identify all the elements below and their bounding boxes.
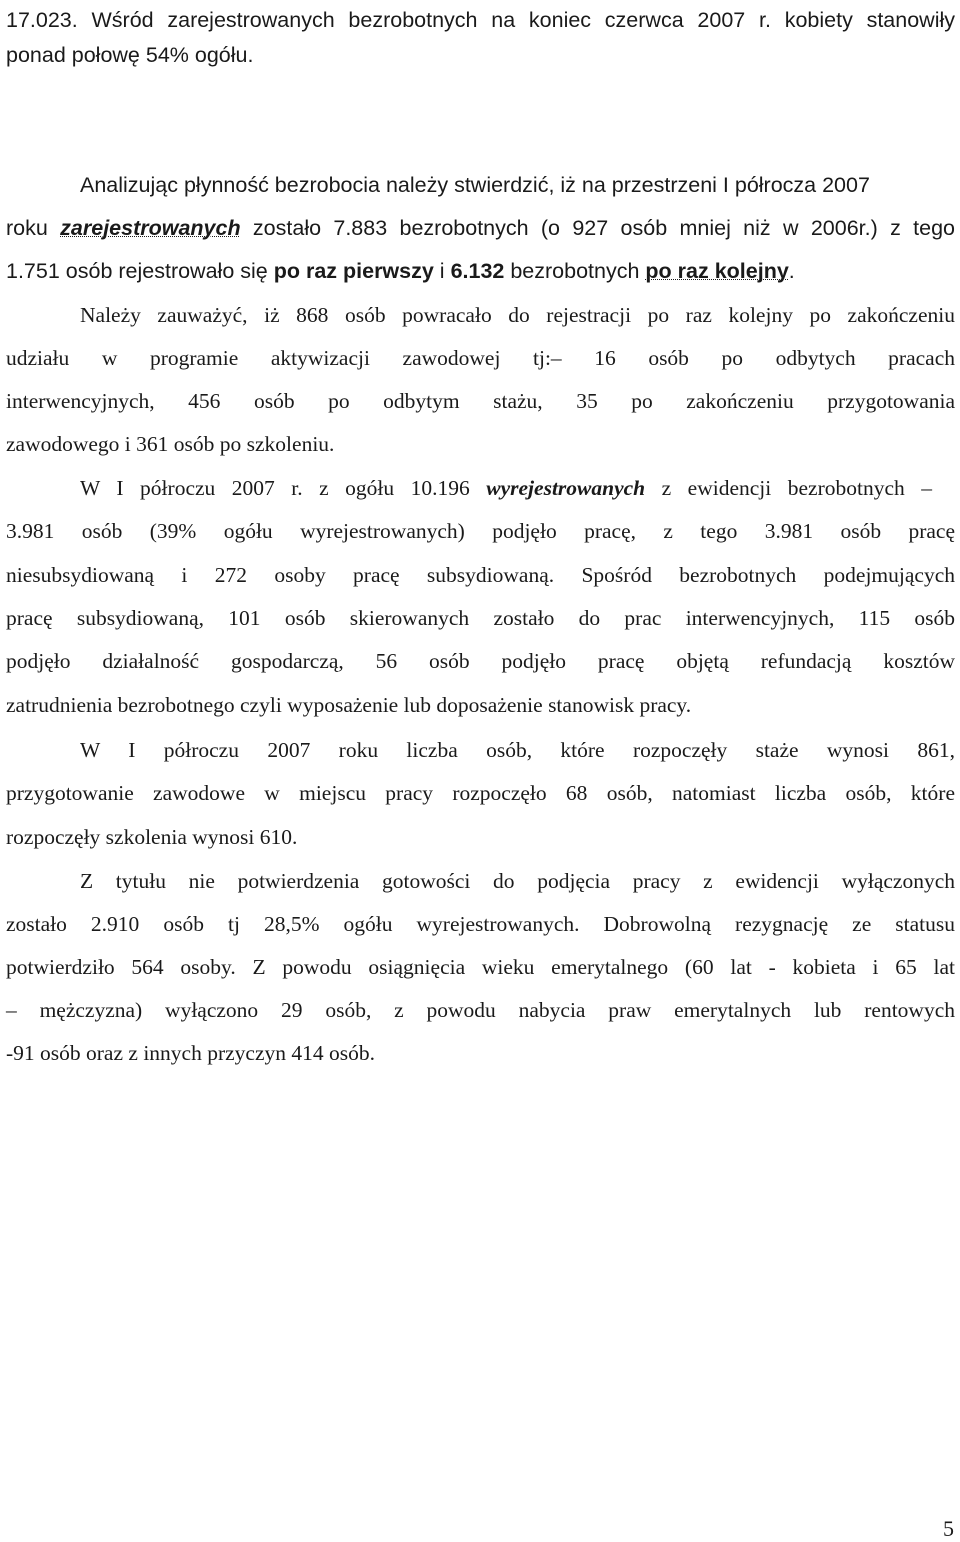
text-line: rozpoczęły szkolenia wynosi 610. — [6, 825, 298, 849]
text-line: pracę subsydiowaną, 101 osób skierowanych zostało do prac interwencyjnych, 115 osób — [6, 606, 955, 630]
text-run: W I półroczu 2007 r. z ogółu 10.196 — [80, 476, 487, 500]
text-line: ponad połowę 54% ogółu. — [6, 43, 254, 67]
text-run: roku — [6, 216, 61, 240]
page-number: 5 — [943, 1516, 954, 1541]
text-line: zatrudnienia bezrobotnego czyli wyposażenie lub doposażenie stanowisk pracy. — [6, 693, 692, 717]
text-line: 17.023. Wśród zarejestrowanych bezrobotnych na koniec czerwca 2007 r. kobiety stanowiły — [6, 8, 955, 32]
emphasis-zarejestrowanych: zarejestrowanych — [60, 216, 241, 240]
text-line: przygotowanie zawodowe w miejscu pracy rozpoczęło 68 osób, natomiast liczba osób, które — [6, 781, 955, 805]
text-line: zostało 2.910 osób tj 28,5% ogółu wyrejestrowanych. Dobrowolną rezygnację ze statusu — [6, 912, 955, 936]
text-line: niesubsydiowaną i 272 osoby pracę subsydiowaną. Spośród bezrobotnych podejmujących — [6, 563, 955, 587]
text-line — [6, 258, 955, 284]
text-line: udziału w programie aktywizacji zawodowej tj:– 16 osób po odbytych pracach — [6, 346, 955, 370]
emphasis-number: 6.132 — [450, 259, 505, 283]
text-line: zawodowego i 361 osób po szkoleniu. — [6, 432, 335, 456]
text-run: bezrobotnych — [504, 259, 646, 283]
text-line: Z tytułu nie potwierdzenia gotowości do podjęcia pracy z ewidencji wyłączonych — [80, 869, 955, 893]
text-line — [6, 215, 955, 241]
emphasis-pierwszy: po raz pierwszy — [273, 259, 434, 283]
text-run: i — [433, 259, 451, 283]
text-run: z ewidencji bezrobotnych – — [645, 476, 932, 500]
text-line: Należy zauważyć, iż 868 osób powracało do rejestracji po raz kolejny po zakończeniu — [80, 303, 955, 327]
text-line: potwierdziło 564 osoby. Z powodu osiągnięcia wieku emerytalnego (60 lat - kobieta i 65 lat — [6, 955, 955, 979]
text-line: podjęło działalność gospodarczą, 56 osób podjęło pracę objętą refundacją kosztów — [6, 649, 955, 673]
emphasis-kolejny: po raz kolejny — [645, 259, 789, 283]
text-line: -91 osób oraz z innych przyczyn 414 osób. — [6, 1041, 375, 1065]
text-run: 1.751 osób rejestrowało się — [6, 259, 274, 283]
text-run: zostało 7.883 bezrobotnych (o 927 osób mniej niż w 2006r.) z tego — [240, 216, 955, 240]
text-line: 3.981 osób (39% ogółu wyrejestrowanych) podjęło pracę, z tego 3.981 osób pracę — [6, 519, 955, 543]
emphasis-wyrejestrowanych: wyrejestrowanych — [486, 476, 646, 500]
text-run: . — [788, 259, 795, 283]
text-line: Analizując płynność bezrobocia należy stwierdzić, iż na przestrzeni I półrocza 2007 — [80, 173, 870, 197]
text-line: W I półroczu 2007 roku liczba osób, które rozpoczęły staże wynosi 861, — [80, 738, 955, 762]
text-line — [80, 475, 932, 501]
text-line: – mężczyzna) wyłączono 29 osób, z powodu nabycia praw emerytalnych lub rentowych — [6, 998, 955, 1022]
text-line: interwencyjnych, 456 osób po odbytym stażu, 35 po zakończeniu przygotowania — [6, 389, 955, 413]
